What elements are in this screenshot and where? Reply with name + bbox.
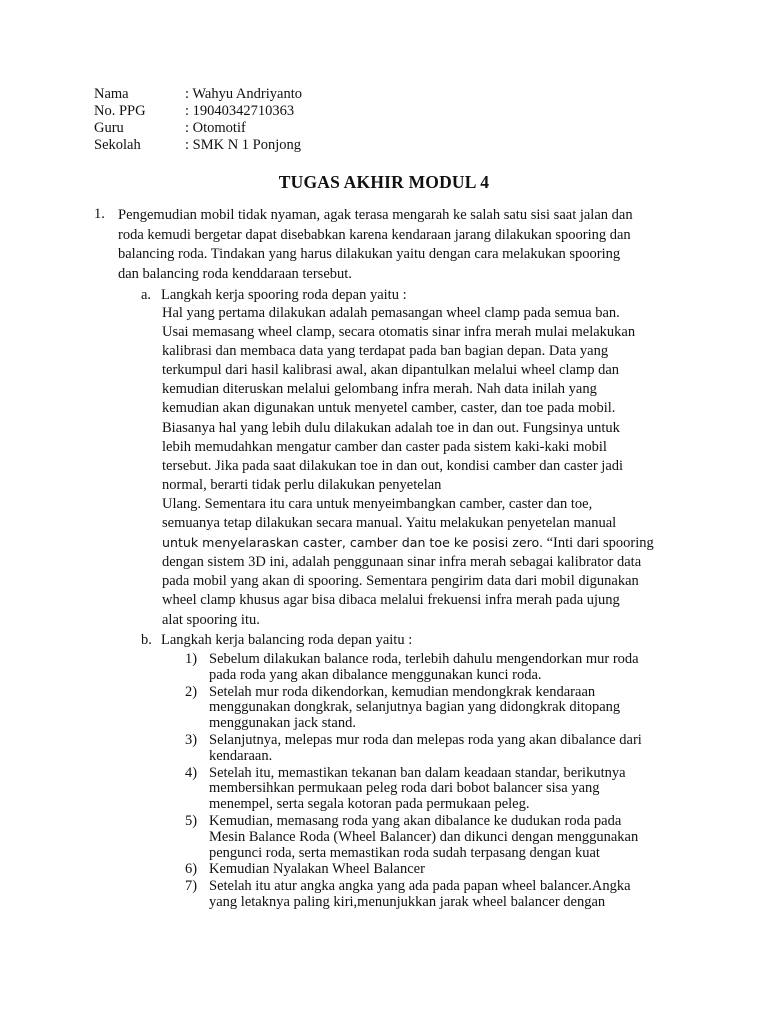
text-line: Usai memasang wheel clamp, secara otomatis sinar infra merah mulai melakukan xyxy=(162,324,636,341)
identity-row xyxy=(94,103,302,120)
identity-row xyxy=(94,120,302,137)
balancing-steps-list xyxy=(185,652,642,912)
text-line: wheel clamp khusus agar bisa dibaca melalui frekuensi infra merah pada ujung xyxy=(162,592,620,609)
text-line: pada roda yang akan dibalance menggunakan kunci roda. xyxy=(209,666,542,683)
identity-value: : 19040342710363 xyxy=(185,103,295,119)
item-text xyxy=(118,206,678,284)
step-number: 3) xyxy=(185,731,198,748)
identity-value: : SMK N 1 Ponjong xyxy=(185,137,302,153)
text-line: Ulang. Sementara itu cara untuk menyeimbangkan camber, caster dan toe, xyxy=(162,495,593,512)
text-line: Setelah itu, memastikan tekanan ban dalam keadaan standar, berikutnya xyxy=(209,764,626,781)
text-line: Sebelum dilakukan balance roda, terlebih dahulu mengendorkan mur roda xyxy=(209,651,639,667)
identity-value: : Wahyu Andriyanto xyxy=(185,86,302,102)
text-line: terkumpul dari hasil kalibrasi awal, akan dipantulkan melalui wheel clamp dan xyxy=(162,362,620,379)
mixed-font-line xyxy=(162,533,654,553)
text-line: menempel, serta segala kotoran pada permukaan peleg. xyxy=(209,796,530,813)
document-title: TUGAS AKHIR MODUL 4 xyxy=(278,172,490,192)
text-line: yang letaknya paling kiri,menunjukkan jarak wheel balancer dengan xyxy=(209,893,606,910)
identity-key: Guru xyxy=(94,120,124,136)
text-line: lebih memudahkan mengatur camber dan caster pada sistem kaki-kaki mobil xyxy=(162,438,607,455)
step-number: 4) xyxy=(185,764,198,781)
text-line: Biasanya hal yang lebih dulu dilakukan adalah toe in dan out. Fungsinya untuk xyxy=(162,419,620,436)
list-item xyxy=(185,814,642,861)
text-line: dan balancing roda kenddaraan tersebut. xyxy=(118,265,352,282)
list-item xyxy=(185,879,642,911)
identity-key: No. PPG xyxy=(94,103,146,119)
step-number: 1) xyxy=(185,651,198,667)
identity-row xyxy=(94,86,302,103)
text-line: membersihkan permukaan peleg roda dari bobot balancer sisa yang xyxy=(209,780,600,797)
subsection-heading: Langkah kerja spooring roda depan yaitu : xyxy=(161,287,407,303)
text-line: semuanya tetap dilakukan secara manual. Yaitu melakukan penyetelan manual xyxy=(162,515,617,532)
text-line: Hal yang pertama dilakukan adalah pemasangan wheel clamp pada semua ban. xyxy=(162,305,620,321)
list-item xyxy=(185,733,642,765)
text-line: menggunakan dongkrak, selanjutnya bagian yang didongkrak ditopang xyxy=(209,699,621,716)
sans-text-segment: untuk menyelaraskan caster, camber dan toe ke posisi zero. xyxy=(162,535,543,551)
subsection-label: a. xyxy=(141,287,152,303)
text-line: Kemudian Nyalakan Wheel Balancer xyxy=(209,861,425,878)
text-line: kemudian diteruskan melalui gelombang infra merah. Nah data inilah yang xyxy=(162,381,597,398)
text-line: kalibrasi dan membaca data yang terdapat pada ban bagian depan. Data yang xyxy=(162,343,609,360)
identity-key: Sekolah xyxy=(94,137,141,153)
step-number: 2) xyxy=(185,683,198,700)
text-line: roda kemudi bergetar dapat disebabkan karena kendaraan jarang dilakukan spooring dan xyxy=(118,226,631,243)
identity-key: Nama xyxy=(94,86,129,102)
text-line: Kemudian, memasang roda yang akan dibalance ke dudukan roda pada xyxy=(209,812,622,829)
text-line: dengan sistem 3D ini, adalah penggunaan sinar infra merah sebagai kalibrator data xyxy=(162,554,642,571)
text-line: menggunakan jack stand. xyxy=(209,715,356,732)
step-number: 6) xyxy=(185,861,198,878)
text-line: Selanjutnya, melepas mur roda dan melepas roda yang akan dibalance dari xyxy=(209,731,642,748)
text-line: Mesin Balance Roda (Wheel Balancer) dan dikunci dengan menggunakan xyxy=(209,828,639,845)
subsection-heading: Langkah kerja balancing roda depan yaitu : xyxy=(161,632,413,648)
text-line: tersebut. Jika pada saat dilakukan toe in dan out, kondisi camber dan caster jadi xyxy=(162,457,624,474)
text-line: pada mobil yang akan di spooring. Sementara pengirim data dari mobil digunakan xyxy=(162,573,639,590)
text-line: balancing roda. Tindakan yang harus dilakukan yaitu dengan cara melakukan spooring xyxy=(118,246,621,263)
list-item xyxy=(185,862,642,878)
text-line: alat spooring itu. xyxy=(162,611,260,628)
text-line: Setelah itu atur angka angka yang ada pada papan wheel balancer.Angka xyxy=(209,878,631,895)
text-line: Setelah mur roda dikendorkan, kemudian mendongkrak kendaraan xyxy=(209,683,596,700)
step-number: 7) xyxy=(185,878,198,895)
identity-row xyxy=(94,137,302,154)
subsection-a-paragraph xyxy=(162,304,654,630)
text-line: pengunci roda, serta memastikan roda sudah terpasang dengan kuat xyxy=(209,844,600,861)
identity-value: : Otomotif xyxy=(185,120,246,136)
text-line: Pengemudian mobil tidak nyaman, agak terasa mengarah ke salah satu sisi saat jalan dan xyxy=(118,207,633,223)
text-line: kendaraan. xyxy=(209,747,273,764)
list-item xyxy=(185,766,642,813)
identity-block xyxy=(94,86,302,154)
text-line: kemudian akan digunakan untuk menyetel camber, caster, dan toe pada mobil. xyxy=(162,400,616,417)
text-line: normal, berarti tidak perlu dilakukan penyetelan xyxy=(162,476,442,493)
step-number: 5) xyxy=(185,812,198,829)
list-item xyxy=(185,685,642,732)
list-item xyxy=(185,652,642,684)
subsection-label: b. xyxy=(141,632,152,648)
item-number: 1. xyxy=(94,206,105,222)
serif-text-segment: “Inti dari spooring xyxy=(543,535,654,552)
